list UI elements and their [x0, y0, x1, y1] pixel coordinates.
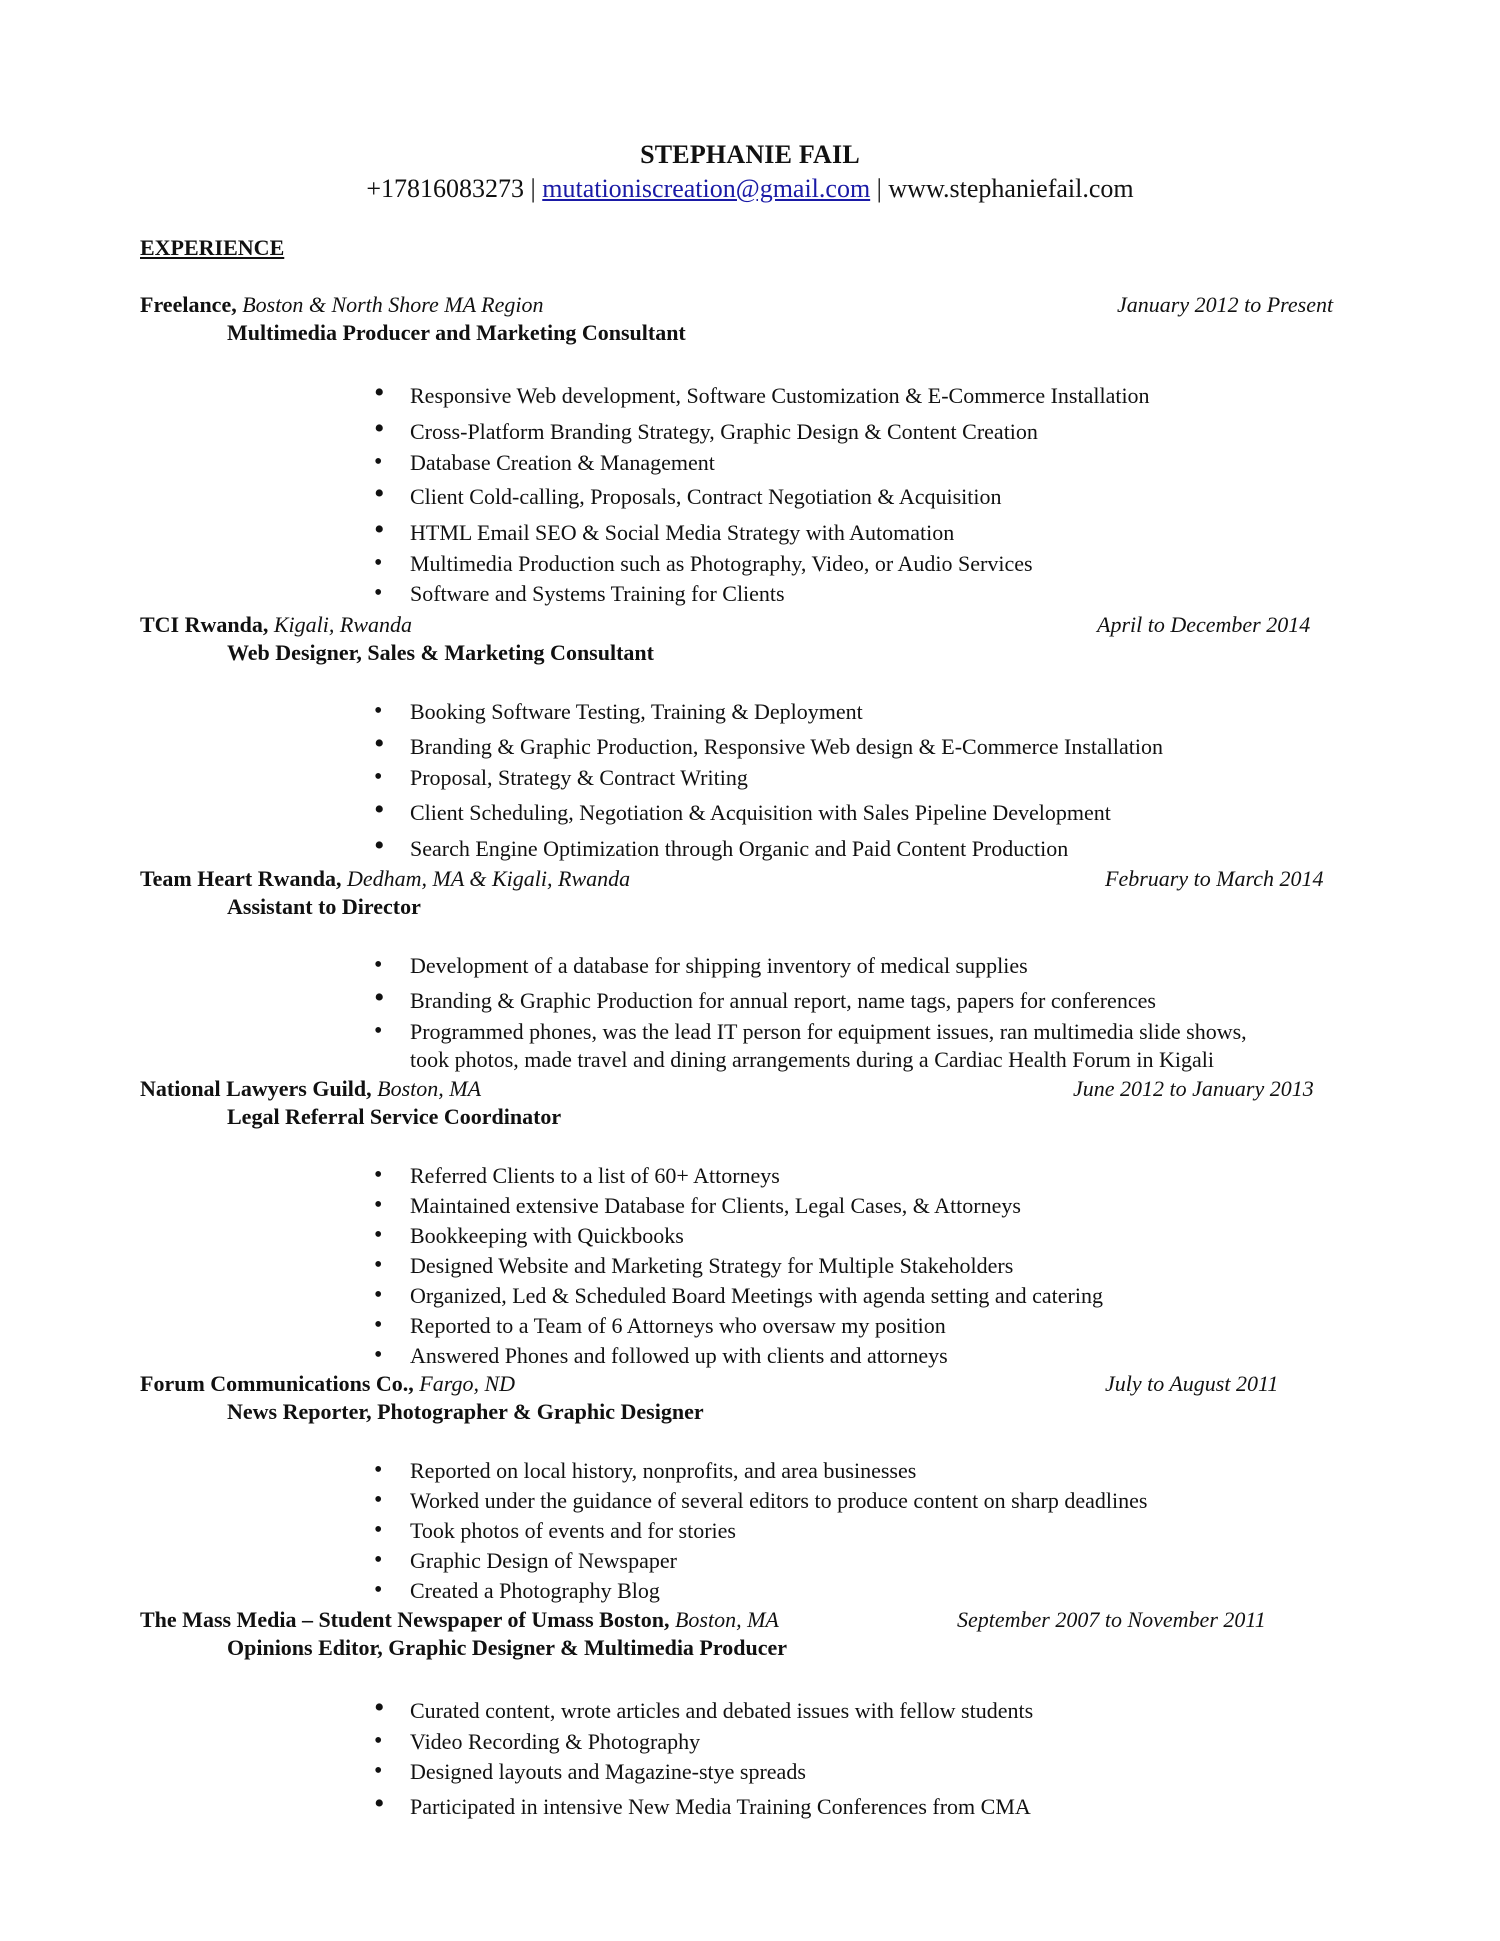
phone-number: +17816083273 [366, 174, 525, 203]
list-item: • Answered Phones and followed up with clients and attorneys [410, 1342, 948, 1369]
list-item: • Programmed phones, was the lead IT person for equipment issues, ran multimedia slide shows, [410, 1018, 1247, 1045]
job-role: Opinions Editor, Graphic Designer & Multimedia Producer [227, 1635, 788, 1660]
employer-location: Boston & North Shore MA Region [242, 292, 544, 317]
list-item: • Participated in intensive New Media Training Conferences from CMA [410, 1793, 1031, 1820]
job-dates: January 2012 to Present [1117, 292, 1334, 317]
employer-name: Team Heart Rwanda, [140, 866, 342, 891]
list-item: • Designed layouts and Magazine-stye spreads [410, 1758, 806, 1785]
list-item: • Booking Software Testing, Training & Deployment [410, 698, 863, 725]
list-item: • Client Scheduling, Negotiation & Acquisition with Sales Pipeline Development [410, 799, 1111, 826]
list-item: • Responsive Web development, Software Customization & E-Commerce Installation [410, 382, 1150, 409]
list-item: • Search Engine Optimization through Organic and Paid Content Production [410, 835, 1068, 862]
list-item: • Referred Clients to a list of 60+ Attorneys [410, 1162, 780, 1189]
employer-name: Freelance, [140, 292, 237, 317]
list-item: • Software and Systems Training for Clients [410, 580, 785, 607]
list-item: • Proposal, Strategy & Contract Writing [410, 764, 748, 791]
list-item: • Created a Photography Blog [410, 1577, 660, 1604]
job-entry-national-lawyers-guild [0, 1076, 1500, 1368]
list-item: • HTML Email SEO & Social Media Strategy with Automation [410, 519, 954, 546]
job-dates: July to August 2011 [1105, 1371, 1279, 1396]
list-item: • Multimedia Production such as Photography, Video, or Audio Services [410, 550, 1033, 577]
list-item: • Worked under the guidance of several editors to produce content on sharp deadlines [410, 1487, 1147, 1514]
employer-name: Forum Communications Co., [140, 1371, 414, 1396]
job-entry-the-mass-media [0, 1607, 1500, 1819]
list-item: • Curated content, wrote articles and debated issues with fellow students [410, 1697, 1033, 1724]
email-link[interactable]: mutationiscreation@gmail.com [542, 174, 871, 203]
list-item: • Reported to a Team of 6 Attorneys who oversaw my position [410, 1312, 946, 1339]
list-item: • Took photos of events and for stories [410, 1517, 736, 1544]
job-dates: June 2012 to January 2013 [1073, 1076, 1314, 1101]
job-entry-forum-communications [0, 1371, 1500, 1603]
job-dates: April to December 2014 [1097, 612, 1311, 637]
list-item-continuation: took photos, made travel and dining arrangements during a Cardiac Health Forum in Kigali [410, 1047, 1215, 1072]
job-role: Multimedia Producer and Marketing Consultant [227, 320, 686, 345]
job-dates: February to March 2014 [1105, 866, 1324, 891]
website: www.stephaniefail.com [888, 174, 1134, 203]
list-item: • Branding & Graphic Production, Responsive Web design & E-Commerce Installation [410, 733, 1163, 760]
job-entry-freelance [0, 292, 1500, 606]
employer-location: Kigali, Rwanda [273, 612, 412, 637]
list-item: • Designed Website and Marketing Strategy for Multiple Stakeholders [410, 1252, 1013, 1279]
separator: | [876, 174, 882, 203]
separator: | [530, 174, 536, 203]
list-item: • Database Creation & Management [410, 449, 715, 476]
list-item: • Development of a database for shipping inventory of medical supplies [410, 952, 1028, 979]
employer-name: The Mass Media – Student Newspaper of Umass Boston, [140, 1607, 670, 1632]
list-item: • Cross-Platform Branding Strategy, Graphic Design & Content Creation [410, 418, 1038, 445]
list-item: • Graphic Design of Newspaper [410, 1547, 677, 1574]
employer-name: National Lawyers Guild, [140, 1076, 372, 1101]
list-item: • Client Cold-calling, Proposals, Contract Negotiation & Acquisition [410, 483, 1002, 510]
job-role: News Reporter, Photographer & Graphic Designer [227, 1399, 704, 1424]
list-item: • Video Recording & Photography [410, 1728, 700, 1755]
job-dates: September 2007 to November 2011 [957, 1607, 1266, 1632]
list-item: • Bookkeeping with Quickbooks [410, 1222, 684, 1249]
employer-location: Boston, MA [674, 1607, 779, 1632]
candidate-name: STEPHANIE FAIL [640, 140, 860, 169]
employer-location: Dedham, MA & Kigali, Rwanda [346, 866, 631, 891]
job-role: Legal Referral Service Coordinator [227, 1104, 562, 1129]
job-role: Assistant to Director [227, 894, 421, 919]
job-role: Web Designer, Sales & Marketing Consultant [227, 640, 654, 665]
job-entry-team-heart-rwanda [0, 866, 1500, 1072]
employer-location: Boston, MA [377, 1076, 482, 1101]
list-item: • Maintained extensive Database for Clients, Legal Cases, & Attorneys [410, 1192, 1021, 1219]
employer-name: TCI Rwanda, [140, 612, 269, 637]
list-item: • Reported on local history, nonprofits, and area businesses [410, 1457, 916, 1484]
section-title-experience: EXPERIENCE [140, 235, 285, 260]
contact-line [0, 174, 1500, 204]
list-item: • Organized, Led & Scheduled Board Meetings with agenda setting and catering [410, 1282, 1103, 1309]
job-entry-tci-rwanda [0, 612, 1500, 861]
list-item: • Branding & Graphic Production for annual report, name tags, papers for conferences [410, 987, 1156, 1014]
employer-location: Fargo, ND [419, 1371, 516, 1396]
